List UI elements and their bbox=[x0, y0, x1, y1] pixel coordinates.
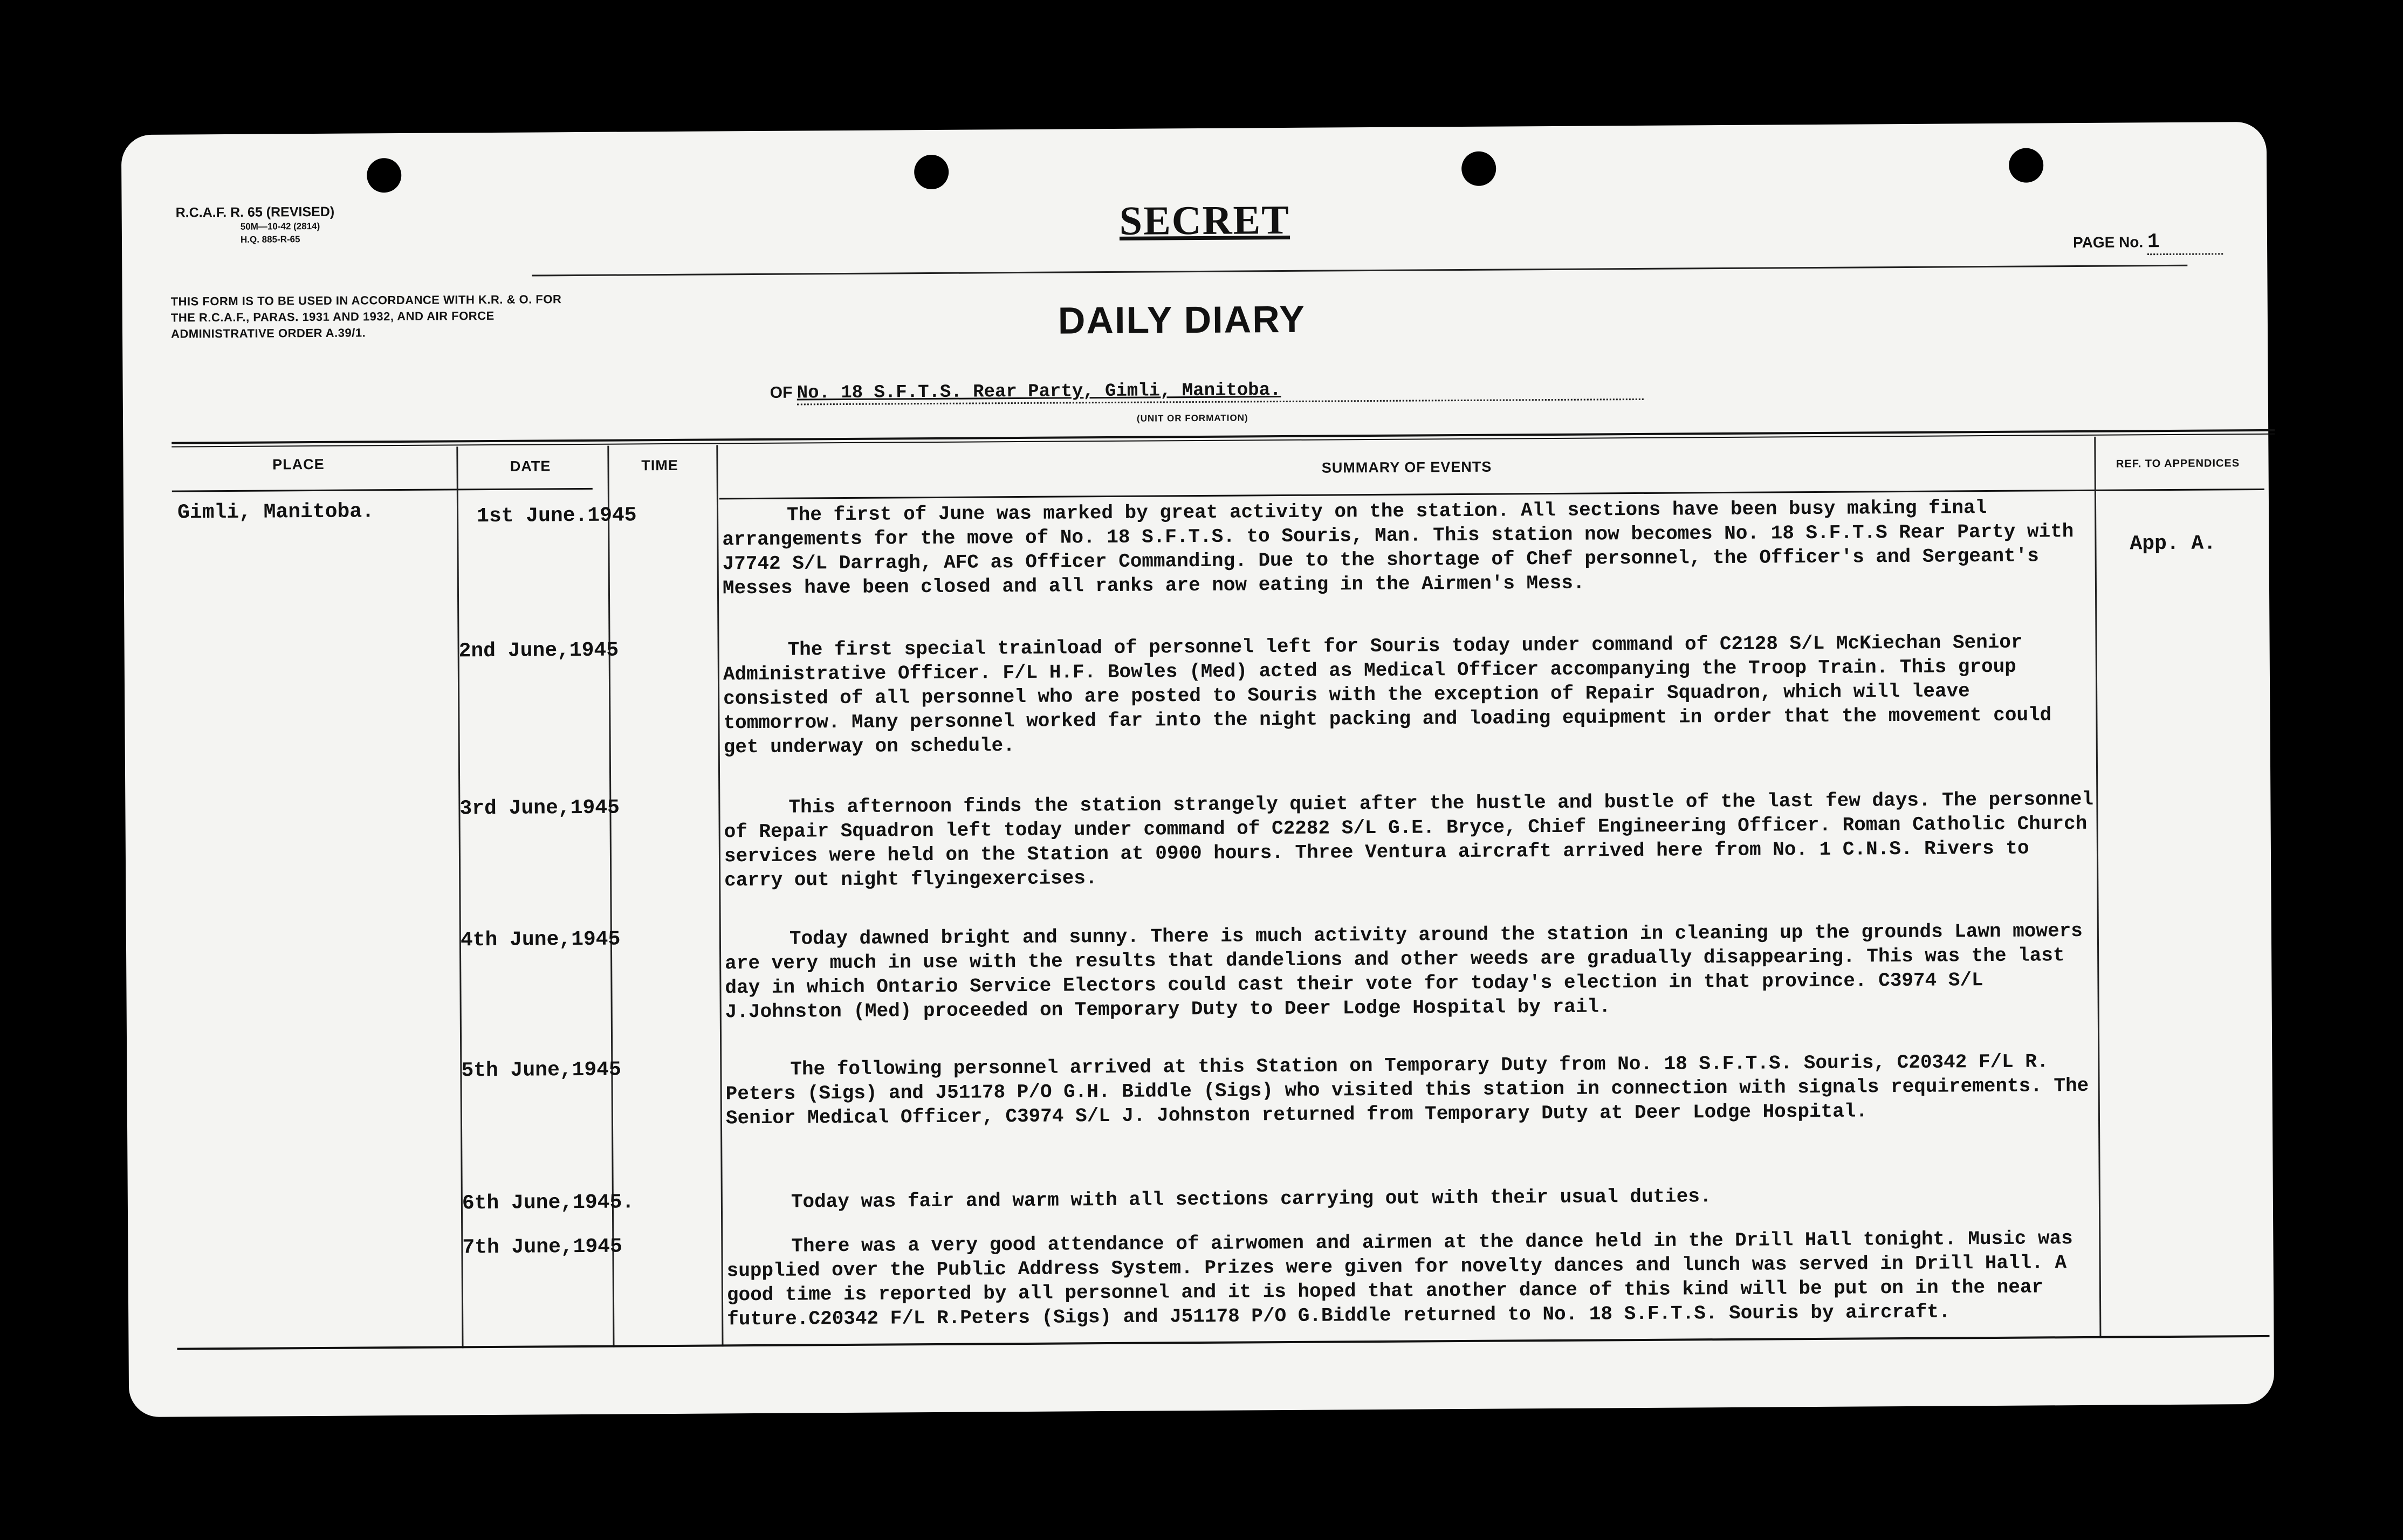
column-header-date: DATE bbox=[510, 458, 551, 475]
punch-hole bbox=[367, 158, 401, 192]
punch-hole bbox=[914, 155, 949, 189]
entry-date: 1st June.1945 bbox=[476, 504, 637, 528]
entry-date: 7th June,1945 bbox=[462, 1235, 622, 1260]
entry-date: 5th June,1945 bbox=[461, 1058, 621, 1083]
entry-date: 6th June,1945. bbox=[462, 1191, 635, 1215]
form-print-run: 50M—10-42 (2814) bbox=[240, 221, 320, 232]
unit-line bbox=[770, 378, 1644, 405]
header-divider bbox=[532, 265, 2187, 277]
appendix-reference: App. A. bbox=[2130, 532, 2216, 556]
column-header-time: TIME bbox=[641, 457, 678, 474]
unit-prefix: OF bbox=[770, 383, 793, 402]
entry-summary: Today dawned bright and sunny. There is much activity around the station in cleaning up the grounds Lawn mowers are very much in use with the results that dandelions and other weeds are gradually disappearing. This was the last day in which Ontario Service Electors could cast their vote for today's election in that province. C3974 S/L J.Johnston (Med) proceeded on Temporary Duty to Deer Lodge Hospital by rail. bbox=[725, 919, 2083, 1023]
security-classification: SECRET bbox=[1119, 197, 1290, 244]
diary-form bbox=[121, 122, 2274, 1417]
column-header-place: PLACE bbox=[272, 456, 325, 473]
column-header-ref: REF. TO APPENDICES bbox=[2116, 457, 2240, 470]
entry-summary: The following personnel arrived at this Station on Temporary Duty from No. 18 S.F.T.S. Souris, C20342 F/L R. Peters (Sigs) and J51178 P/O G.H. Biddle (Sigs) who visited this station in connection with signals requirements. The Senior Medical Officer, C3974 S/L J. Johnston returned from Temporary Duty at Deer Lodge Hospital. bbox=[725, 1050, 2089, 1130]
entry-date: 2nd June,1945 bbox=[458, 638, 619, 663]
entry-summary: The first of June was marked by great activity on the station. All sections have been busy making final arrangements for the move of No. 18 S.F.T.S. to Souris, Man. This station now becomes No. 18 S.F.T.S Rear Party with J7742 S/L Darragh, AFC as Officer Commanding. Due to the shortage of Chef personnel, the Officer's and Sergeant's Messes have been closed and all ranks are now eating in the Airmen's Mess. bbox=[722, 497, 2074, 600]
header-bottom-rule bbox=[172, 488, 593, 492]
punch-hole bbox=[2009, 148, 2043, 182]
form-code: R.C.A.F. R. 65 (REVISED) bbox=[175, 204, 335, 221]
page-title: DAILY DIARY bbox=[1058, 298, 1306, 342]
form-instructions: THIS FORM IS TO BE USED IN ACCORDANCE WITH K.R. & O. FOR THE R.C.A.F., PARAS. 1931 AND 1932, AND AIR FORCE ADMINISTRATIVE ORDER A.39/1. bbox=[170, 292, 562, 341]
entry-summary: There was a very good attendance of airwomen and airmen at the dance held in the Drill Hall tonight. Music was supplied over the Public Address System. Prizes were given for novelty dances and lunch was served in Drill Hall. A good time is reported by all personnel and it is hoped that another dance of this kind will be put on in the near future.C20342 F/L R.Peters (Sigs) and J51178 P/O G.Biddle returned to No. 18 S.F.T.S. Souris by aircraft. bbox=[726, 1227, 2073, 1331]
unit-caption: (UNIT OR FORMATION) bbox=[1136, 412, 1248, 424]
table-top-rule bbox=[171, 429, 2275, 444]
place-value: Gimli, Manitoba. bbox=[177, 500, 375, 525]
column-header-summary: SUMMARY OF EVENTS bbox=[1321, 458, 1492, 476]
punch-hole bbox=[1461, 152, 1496, 186]
entry-summary: This afternoon finds the station strangely quiet after the hustle and bustle of the last few days. The personnel of Repair Squadron left today under command of C2282 S/L G.E. Bryce, Chief Engineering Officer. Roman Catholic Church services were held on the Station at 0900 hours. Three Ventura aircraft arrived here from No. 1 C.N.S. Rivers to carry out night flyingexercises. bbox=[724, 788, 2094, 892]
form-hq-ref: H.Q. 885-R-65 bbox=[240, 234, 300, 245]
page-number-label: PAGE No. bbox=[2072, 233, 2144, 251]
entry-summary: The first special trainload of personnel left for Souris today under command of C2128 S/L McKiechan Senior Administrative Officer. F/L H.F. Bowles (Med) acted as Medical Officer accompanying the Troop Train. This group consisted of all personnel who are posted to Souris with the exception of Repair Squadron, which will leave tommorrow. Many personnel worked far into the night packing and loading equipment in order that the movement could get underway on schedule. bbox=[723, 631, 2052, 759]
form-reference bbox=[176, 204, 335, 247]
table-bottom-rule bbox=[177, 1335, 2270, 1350]
entry-date: 4th June,1945 bbox=[460, 927, 621, 952]
page-number bbox=[2073, 230, 2223, 256]
entry-summary: Today was fair and warm with all sections carrying out with their usual duties. bbox=[791, 1185, 1712, 1213]
unit-name: No. 18 S.F.T.S. Rear Party, Gimli, Manitoba. bbox=[797, 378, 1644, 405]
entry-date: 3rd June,1945 bbox=[459, 796, 620, 821]
page-number-value: 1 bbox=[2147, 230, 2223, 255]
